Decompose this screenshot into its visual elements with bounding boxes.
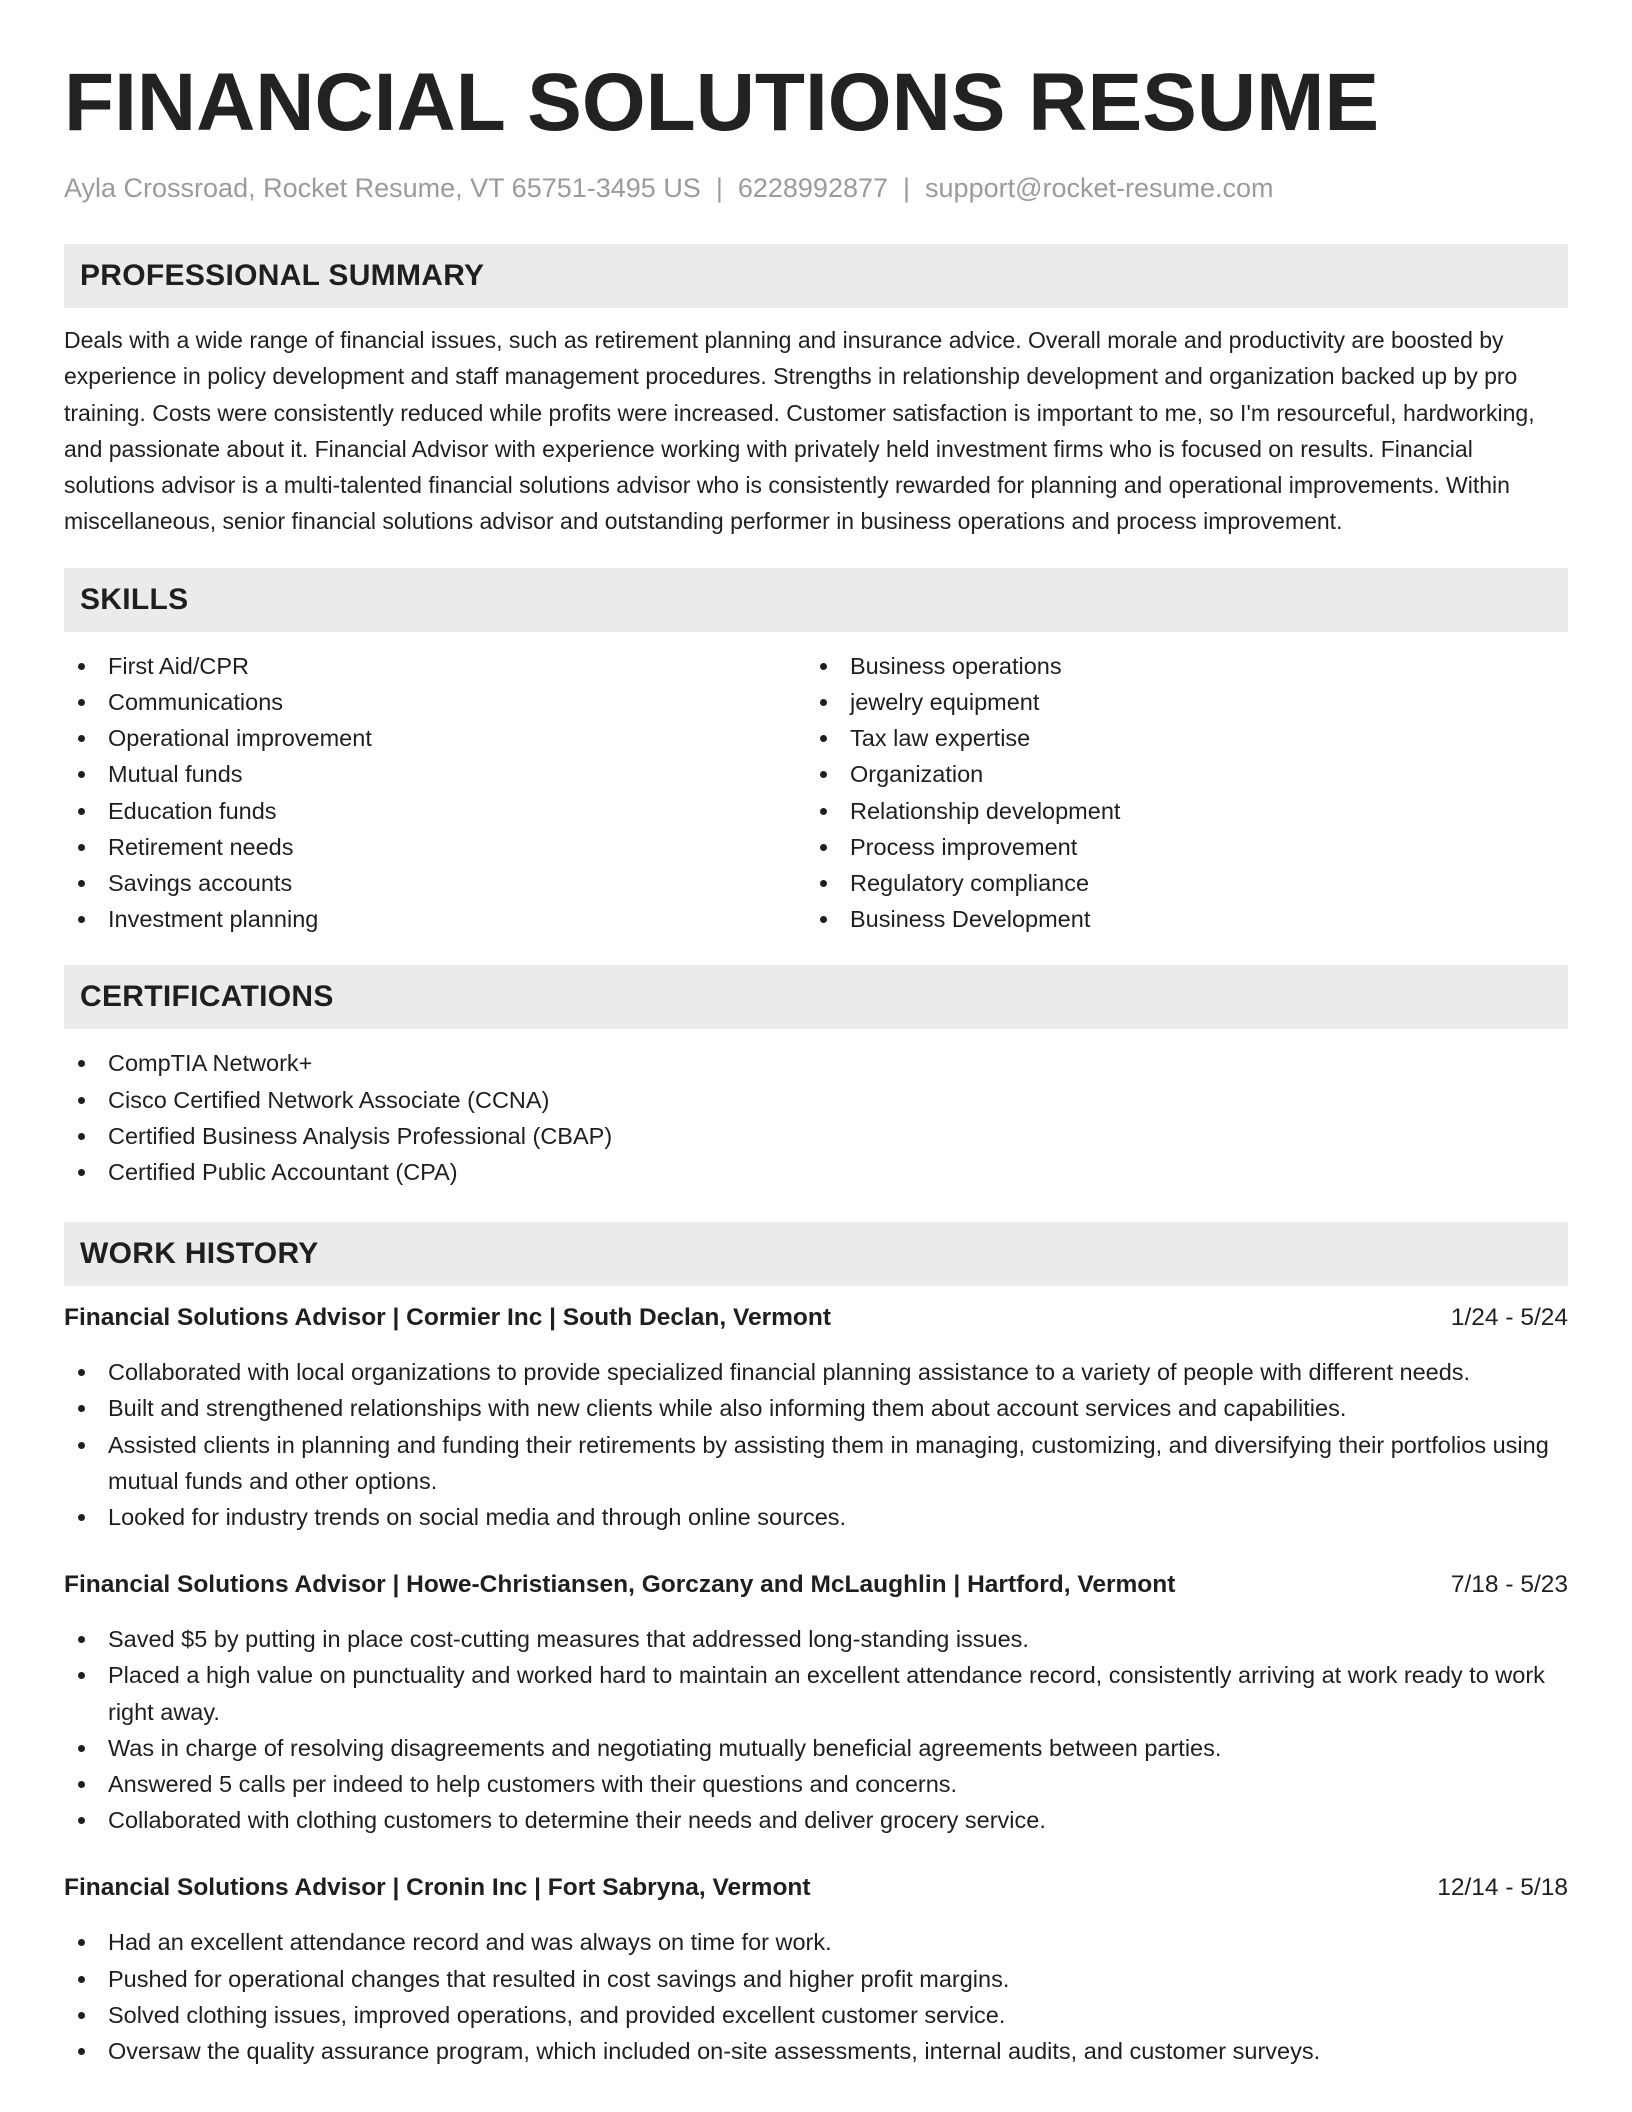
skill-item: Tax law expertise (806, 720, 1548, 756)
skills-list-right (806, 648, 1548, 938)
job-bullets (64, 1621, 1568, 1838)
job-header (64, 1567, 1568, 1603)
job-bullet: Saved $5 by putting in place cost-cutting measures that addressed long-standing issues. (64, 1621, 1568, 1657)
job-title: Financial Solutions Advisor | Howe-Christiansen, Gorczany and McLaughlin | Hartford, Vermont (64, 1571, 1176, 1599)
job-bullets (64, 1354, 1568, 1535)
skill-item: Education funds (64, 793, 806, 829)
skill-item: Mutual funds (64, 756, 806, 792)
contact-phone: 6228992877 (737, 173, 889, 203)
skill-item: Savings accounts (64, 865, 806, 901)
job-bullet: Collaborated with local organizations to provide specialized financial planning assistance to a variety of people with different needs. (64, 1354, 1568, 1390)
job-bullet: Pushed for operational changes that resulted in cost savings and higher profit margins. (64, 1961, 1568, 1997)
section-title: PROFESSIONAL SUMMARY (80, 259, 485, 292)
skill-item: jewelry equipment (806, 684, 1548, 720)
section-title: SKILLS (80, 582, 189, 616)
job-dates: 1/24 - 5/24 (1450, 1304, 1568, 1332)
skill-item: Regulatory compliance (806, 865, 1548, 901)
summary-paragraph: Deals with a wide range of financial issues, such as retirement planning and insurance advice. Overall morale and productivity are boosted by experience in policy development and staff management procedures. Strengths in relationship development and organization backed up by pro training. Costs were consistently reduced while profits were increased. Customer satisfaction is important to me, so I'm resourceful, hardworking, and passionate about it. Financial Advisor with experience working with privately held investment firms who is focused on results. Financial solutions advisor is a multi-talented financial solutions advisor who is consistently rewarded for planning and operational improvements. Within miscellaneous, senior financial solutions advisor and outstanding performer in business operations and process improvement. (64, 327, 1535, 535)
job-bullet: Solved clothing issues, improved operations, and provided excellent customer service. (64, 1997, 1568, 2033)
certification-item: Certified Public Accountant (CPA) (64, 1154, 1568, 1190)
section-header-work-history (64, 1222, 1568, 1286)
job-bullet: Placed a high value on punctuality and worked hard to maintain an excellent attendance record, consistently arriving at work ready to work right away. (64, 1657, 1568, 1729)
certification-item: CompTIA Network+ (64, 1045, 1568, 1081)
contact-separator: | (715, 173, 723, 203)
job-bullet: Oversaw the quality assurance program, which included on-site assessments, internal audits, and customer surveys. (64, 2033, 1568, 2069)
contact-address: Ayla Crossroad, Rocket Resume, VT 65751-3495 US (64, 173, 701, 203)
skills-list-left (64, 648, 806, 938)
job-bullet: Had an excellent attendance record and was always on time for work. (64, 1924, 1568, 1960)
skill-item: Relationship development (806, 793, 1548, 829)
contact-line (64, 170, 1568, 206)
skills-columns (64, 648, 1568, 938)
skill-item: Business operations (806, 648, 1548, 684)
resume-title: FINANCIAL SOLUTIONS RESUME (64, 57, 1380, 148)
job-entry (64, 1300, 1568, 1535)
skill-item: First Aid/CPR (64, 648, 806, 684)
resume-content (64, 56, 1568, 2069)
job-bullet: Collaborated with clothing customers to determine their needs and deliver grocery service. (64, 1802, 1568, 1838)
section-header-summary (64, 244, 1568, 308)
job-entry (64, 1870, 1568, 2069)
job-entry (64, 1567, 1568, 1838)
skill-item: Business Development (806, 901, 1548, 937)
job-header (64, 1870, 1568, 1906)
skill-item: Organization (806, 756, 1548, 792)
job-bullet: Assisted clients in planning and funding their retirements by assisting them in managing, customizing, and diversifying their portfolios using mutual funds and other options. (64, 1427, 1568, 1499)
section-title: WORK HISTORY (80, 1237, 319, 1271)
skill-item: Investment planning (64, 901, 806, 937)
job-bullet: Looked for industry trends on social media and through online sources. (64, 1499, 1568, 1535)
skill-item: Communications (64, 684, 806, 720)
job-bullets (64, 1924, 1568, 2069)
section-header-skills (64, 568, 1568, 632)
job-header (64, 1300, 1568, 1336)
job-bullet: Answered 5 calls per indeed to help customers with their questions and concerns. (64, 1766, 1568, 1802)
certifications-list (64, 1045, 1568, 1190)
skill-item: Process improvement (806, 829, 1548, 865)
job-bullet: Was in charge of resolving disagreements and negotiating mutually beneficial agreements between parties. (64, 1730, 1568, 1766)
job-dates: 7/18 - 5/23 (1450, 1571, 1568, 1599)
certification-item: Cisco Certified Network Associate (CCNA) (64, 1082, 1568, 1118)
skill-item: Operational improvement (64, 720, 806, 756)
job-title: Financial Solutions Advisor | Cronin Inc | Fort Sabryna, Vermont (64, 1874, 811, 1902)
job-title: Financial Solutions Advisor | Cormier Inc | South Declan, Vermont (64, 1304, 831, 1332)
section-title: CERTIFICATIONS (80, 980, 334, 1014)
section-header-certifications (64, 965, 1568, 1029)
job-bullet: Built and strengthened relationships with new clients while also informing them about account services and capabilities. (64, 1390, 1568, 1426)
job-dates: 12/14 - 5/18 (1437, 1874, 1568, 1902)
contact-email: support@rocket-resume.com (925, 173, 1274, 203)
certification-item: Certified Business Analysis Professional (CBAP) (64, 1118, 1568, 1154)
contact-separator: | (903, 173, 911, 203)
skill-item: Retirement needs (64, 829, 806, 865)
